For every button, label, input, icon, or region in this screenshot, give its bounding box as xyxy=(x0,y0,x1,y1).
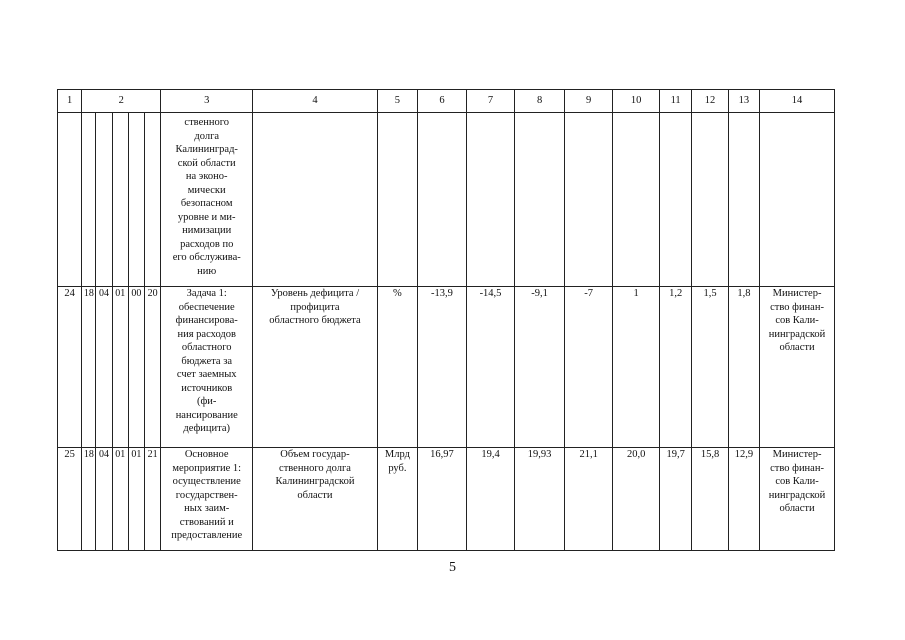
page-number: 5 xyxy=(449,560,456,575)
indicators-table xyxy=(57,89,835,551)
code-cell: 20 xyxy=(145,287,161,448)
table-cell xyxy=(377,113,417,287)
header-cell-12: 12 xyxy=(692,90,728,113)
value-cell: -9,1 xyxy=(515,287,565,448)
table-cell xyxy=(728,113,759,287)
code-cell: 01 xyxy=(112,448,128,551)
header-cell-6: 6 xyxy=(418,90,467,113)
value-cell: 19,93 xyxy=(515,448,565,551)
indicator-cell xyxy=(253,287,377,448)
value-cell: 1,8 xyxy=(728,287,759,448)
table-cell xyxy=(515,113,565,287)
table-cell xyxy=(418,113,467,287)
value-cell: -13,9 xyxy=(418,287,467,448)
task-text: Задача 1: обеспечение финансирова- ния расходов областного бюджета за счет заемных источников (фи- нансирование дефицита) xyxy=(175,288,238,434)
table-cell xyxy=(128,113,144,287)
code-cell: 18 xyxy=(82,287,96,448)
unit-text: Млрд руб. xyxy=(384,449,410,474)
table-cell xyxy=(659,113,691,287)
header-cell-7: 7 xyxy=(466,90,515,113)
table-cell xyxy=(692,113,728,287)
indicator-text: Уровень дефицита / профицита областного бюджета xyxy=(269,288,361,326)
continuation-text-cell xyxy=(161,113,253,287)
value-cell: 1,2 xyxy=(659,287,691,448)
row-number: 25 xyxy=(58,448,82,551)
header-cell-8: 8 xyxy=(515,90,565,113)
value-cell: -14,5 xyxy=(466,287,515,448)
table-cell xyxy=(760,113,835,287)
unit-text: % xyxy=(393,288,402,299)
table-cell xyxy=(96,113,112,287)
header-cell-9: 9 xyxy=(564,90,613,113)
responsible-cell xyxy=(760,448,835,551)
table-cell xyxy=(58,113,82,287)
unit-cell xyxy=(377,287,417,448)
responsible-cell xyxy=(760,287,835,448)
task-cell xyxy=(161,448,253,551)
table-cell xyxy=(112,113,128,287)
responsible-text: Министер- ство финан- сов Кали- нинградской области xyxy=(768,449,826,514)
header-row xyxy=(58,90,835,113)
table-cell xyxy=(564,113,613,287)
value-cell: 1,5 xyxy=(692,287,728,448)
continuation-text: ственного долга Калининград- ской области на эконо- мически безопасном уровне и ми- нимизации расходов по его обслужива- нию xyxy=(172,117,241,277)
code-cell: 21 xyxy=(145,448,161,551)
code-cell: 01 xyxy=(112,287,128,448)
table-row xyxy=(58,287,835,448)
value-cell: -7 xyxy=(564,287,613,448)
code-cell: 04 xyxy=(96,287,112,448)
table-cell xyxy=(145,113,161,287)
header-cell-3: 3 xyxy=(161,90,253,113)
table-cell xyxy=(82,113,96,287)
value-cell: 20,0 xyxy=(613,448,660,551)
indicator-cell xyxy=(253,448,377,551)
value-cell: 19,4 xyxy=(466,448,515,551)
header-cell-11: 11 xyxy=(659,90,691,113)
code-cell: 18 xyxy=(82,448,96,551)
code-cell: 04 xyxy=(96,448,112,551)
header-cell-5: 5 xyxy=(377,90,417,113)
value-cell: 16,97 xyxy=(418,448,467,551)
value-cell: 15,8 xyxy=(692,448,728,551)
table-row xyxy=(58,448,835,551)
value-cell: 21,1 xyxy=(564,448,613,551)
header-cell-1: 1 xyxy=(58,90,82,113)
value-cell: 12,9 xyxy=(728,448,759,551)
value-cell: 19,7 xyxy=(659,448,691,551)
header-cell-4: 4 xyxy=(253,90,377,113)
code-cell: 00 xyxy=(128,287,144,448)
header-cell-14: 14 xyxy=(760,90,835,113)
header-cell-2: 2 xyxy=(82,90,161,113)
indicator-text: Объем государ- ственного долга Калининградской области xyxy=(275,449,355,501)
value-cell: 1 xyxy=(613,287,660,448)
code-cell: 01 xyxy=(128,448,144,551)
row-number: 24 xyxy=(58,287,82,448)
table-cell xyxy=(466,113,515,287)
unit-cell xyxy=(377,448,417,551)
table-cell xyxy=(253,113,377,287)
header-cell-13: 13 xyxy=(728,90,759,113)
responsible-text: Министер- ство финан- сов Кали- нинградской области xyxy=(768,288,826,353)
table-cell xyxy=(613,113,660,287)
task-text: Основное мероприятие 1: осуществление государствен- ных заим- ствований и предоставление xyxy=(171,449,243,541)
header-cell-10: 10 xyxy=(613,90,660,113)
continuation-row xyxy=(58,113,835,287)
task-cell xyxy=(161,287,253,448)
